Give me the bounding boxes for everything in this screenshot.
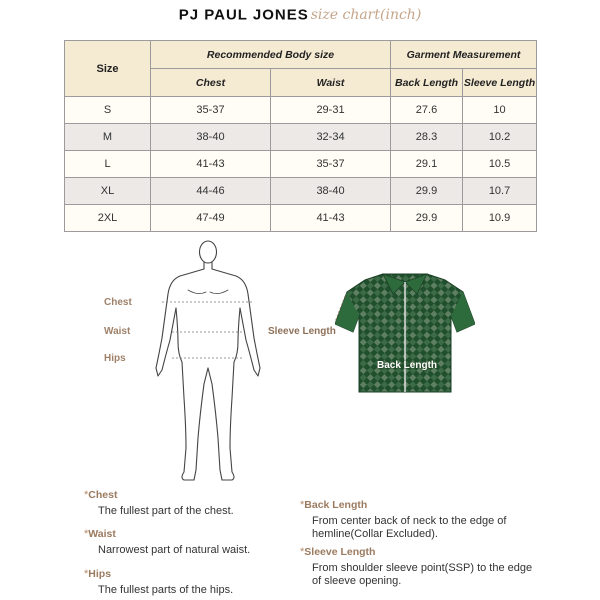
size-chart-caption: size chart(inch) <box>310 6 422 23</box>
table-row <box>65 151 537 178</box>
size-cell: S <box>65 97 151 124</box>
back-length-term: Back Length <box>304 499 368 511</box>
hips-definition <box>84 568 284 597</box>
size-table <box>64 40 537 232</box>
waist-column-header: Waist <box>271 69 391 97</box>
back-length-definition <box>300 499 535 541</box>
body-size-group-header: Recommended Body size <box>151 41 391 69</box>
chest-cell: 38-40 <box>151 124 271 151</box>
sleeve-length-term: Sleeve Length <box>304 546 376 558</box>
sleeve-length-column-header: Sleeve Length <box>463 69 537 97</box>
back-length-cell: 29.9 <box>391 205 463 232</box>
chest-description: The fullest part of the chest. <box>98 505 234 517</box>
hips-label: Hips <box>104 353 126 364</box>
sleeve-length-cell: 10.2 <box>463 124 537 151</box>
back-length-cell: 28.3 <box>391 124 463 151</box>
brand-header <box>0 6 600 32</box>
size-cell: M <box>65 124 151 151</box>
table-row <box>65 205 537 232</box>
asterisk: * <box>300 546 305 558</box>
chest-column-header: Chest <box>151 69 271 97</box>
sleeve-length-cell: 10 <box>463 97 537 124</box>
sleeve-length-cell: 10.7 <box>463 178 537 205</box>
waist-cell: 38-40 <box>271 178 391 205</box>
waist-cell: 32-34 <box>271 124 391 151</box>
chest-cell: 47-49 <box>151 205 271 232</box>
size-cell: XL <box>65 178 151 205</box>
table-row <box>65 97 537 124</box>
chest-cell: 35-37 <box>151 97 271 124</box>
brand-name: PJ PAUL JONES <box>178 6 309 24</box>
back-length-description: From center back of neck to the edge of hemline(Collar Excluded). <box>312 515 507 540</box>
back-length-cell: 29.1 <box>391 151 463 178</box>
chest-label: Chest <box>104 297 132 308</box>
asterisk: * <box>84 489 89 501</box>
table-row <box>65 124 537 151</box>
waist-label: Waist <box>104 326 131 337</box>
table-row <box>65 178 537 205</box>
sleeve-length-cell: 10.9 <box>463 205 537 232</box>
chest-definition <box>84 489 284 518</box>
size-cell: 2XL <box>65 205 151 232</box>
hips-term: Hips <box>88 568 112 580</box>
garment-group-header: Garment Measurement <box>391 41 537 69</box>
waist-cell: 29-31 <box>271 97 391 124</box>
waist-cell: 35-37 <box>271 151 391 178</box>
sleeve-length-cell: 10.5 <box>463 151 537 178</box>
back-length-column-header: Back Length <box>391 69 463 97</box>
waist-cell: 41-43 <box>271 205 391 232</box>
back-length-cell: 29.9 <box>391 178 463 205</box>
chest-term: Chest <box>88 489 118 501</box>
sleeve-length-definition <box>300 546 535 588</box>
sleeve-length-label: Sleeve Length <box>268 326 336 337</box>
body-figure-icon <box>148 238 268 490</box>
asterisk: * <box>300 499 305 511</box>
waist-definition <box>84 528 284 557</box>
waist-term: Waist <box>88 528 116 540</box>
sleeve-length-description: From shoulder sleeve point(SSP) to the edge of sleeve opening. <box>312 562 533 587</box>
size-column-header: Size <box>65 41 151 97</box>
polo-shirt-icon <box>335 268 475 396</box>
hips-description: The fullest parts of the hips. <box>98 584 234 596</box>
back-length-label: Back Length <box>377 360 438 371</box>
size-cell: L <box>65 151 151 178</box>
chest-cell: 41-43 <box>151 151 271 178</box>
chest-cell: 44-46 <box>151 178 271 205</box>
back-length-cell: 27.6 <box>391 97 463 124</box>
asterisk: * <box>84 528 89 540</box>
asterisk: * <box>84 568 89 580</box>
waist-description: Narrowest part of natural waist. <box>98 544 251 556</box>
